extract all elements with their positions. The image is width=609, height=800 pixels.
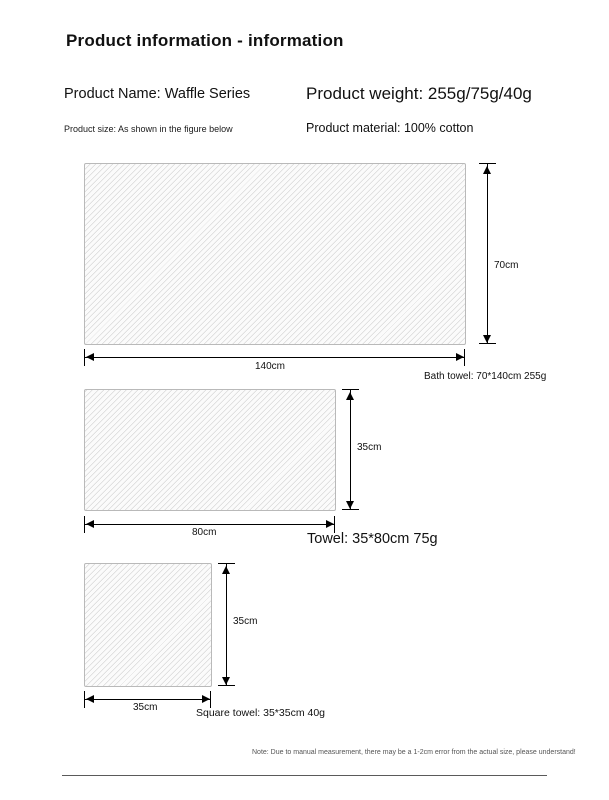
towel-height-arrow-up [346,392,354,400]
towel-caption: Towel: 35*80cm 75g [307,531,438,547]
square-towel-height-arrow-up [222,566,230,574]
bath-towel-width-arrow-left [86,353,94,361]
square-towel-width-tick-left [84,691,85,708]
bath-towel-width-line [84,357,464,358]
product-material-text: Product material: 100% cotton [306,121,474,135]
bath-towel-height-label: 70cm [491,260,521,271]
square-towel-width-arrow-left [86,695,94,703]
square-towel-width-tick-right [210,691,211,708]
measurement-footnote: Note: Due to manual measurement, there may be a 1-2cm error from the actual size, please understand! [252,749,576,756]
towel-width-arrow-left [86,520,94,528]
towel-width-label: 80cm [189,527,219,538]
square-towel-width-arrow-right [202,695,210,703]
towel-width-tick-left [84,516,85,533]
square-towel-caption: Square towel: 35*35cm 40g [196,707,325,719]
bath-towel-width-label: 140cm [252,361,288,372]
square-towel-width-line [84,699,210,700]
towel-height-tick-bottom [342,509,359,510]
bath-towel-height-tick-top [479,163,496,164]
bottom-divider [62,775,547,776]
towel-height-label: 35cm [354,442,384,453]
product-name-text: Product Name: Waffle Series [64,86,251,102]
square-towel-height-tick-top [218,563,235,564]
bath-towel-caption: Bath towel: 70*140cm 255g [424,371,547,382]
towel-height-tick-top [342,389,359,390]
bath-towel-swatch [84,163,466,345]
square-towel-height-arrow-down [222,677,230,685]
towel-width-arrow-right [326,520,334,528]
bath-towel-width-tick-right [464,349,465,366]
square-towel-width-label: 35cm [130,702,160,713]
square-towel-height-tick-bottom [218,685,235,686]
product-size-text: Product size: As shown in the figure below [64,124,233,134]
bath-towel-width-tick-left [84,349,85,366]
square-towel-height-label: 35cm [230,616,260,627]
towel-height-line [350,389,351,509]
towel-height-arrow-down [346,501,354,509]
bath-towel-height-line [487,163,488,343]
square-towel-swatch [84,563,212,687]
bath-towel-height-arrow-down [483,335,491,343]
towel-swatch [84,389,336,511]
square-towel-height-line [226,563,227,685]
page-title: Product information - information [66,31,344,50]
product-weight-text: Product weight: 255g/75g/40g [306,84,532,103]
bath-towel-width-arrow-right [456,353,464,361]
towel-width-line [84,524,334,525]
bath-towel-height-arrow-up [483,166,491,174]
bath-towel-height-tick-bottom [479,343,496,344]
